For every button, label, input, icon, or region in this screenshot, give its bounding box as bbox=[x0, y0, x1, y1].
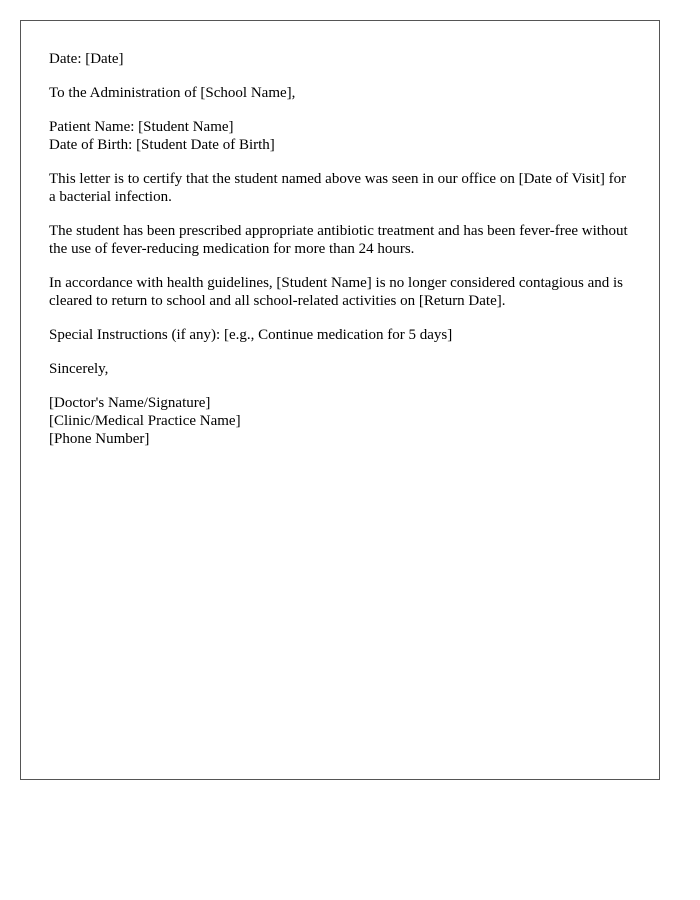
treatment-paragraph: The student has been prescribed appropriate antibiotic treatment and has been fever-free without the use of fever-reducing medication for more than 24 hours. bbox=[49, 223, 628, 257]
signature-block bbox=[49, 394, 631, 448]
doctor-name-line: [Doctor's Name/Signature] bbox=[49, 395, 211, 411]
clinic-name-line: [Clinic/Medical Practice Name] bbox=[49, 413, 241, 429]
date-line: Date: [Date] bbox=[49, 51, 124, 67]
letter-page bbox=[20, 20, 660, 780]
patient-info-block bbox=[49, 118, 631, 154]
special-instructions: Special Instructions (if any): [e.g., Continue medication for 5 days] bbox=[49, 327, 453, 343]
salutation: To the Administration of [School Name], bbox=[49, 85, 296, 101]
date-of-birth-line: Date of Birth: [Student Date of Birth] bbox=[49, 137, 275, 153]
certification-paragraph: This letter is to certify that the student named above was seen in our office on [Date of Visit] for a bacterial infection. bbox=[49, 171, 627, 205]
phone-number-line: [Phone Number] bbox=[49, 431, 150, 447]
clearance-paragraph: In accordance with health guidelines, [Student Name] is no longer considered contagious and is cleared to return to school and all school-related activities on [Return Date]. bbox=[49, 275, 623, 309]
closing: Sincerely, bbox=[49, 361, 109, 377]
patient-name-line: Patient Name: [Student Name] bbox=[49, 119, 234, 135]
